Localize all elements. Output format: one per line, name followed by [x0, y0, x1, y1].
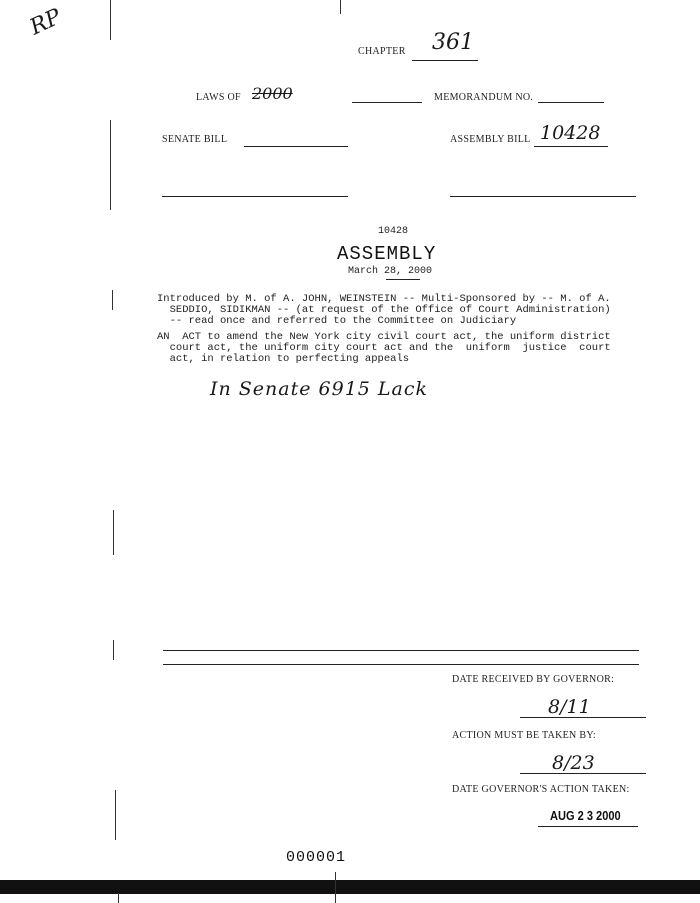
chapter-line	[412, 60, 478, 61]
assembly-bill-label: ASSEMBLY BILL	[450, 134, 531, 145]
left-margin-line	[112, 290, 113, 310]
top-tick-line	[340, 0, 341, 14]
act-line: AN ACT to amend the New York city civil court act, the uniform district	[157, 331, 611, 343]
corner-initials: RP	[26, 4, 66, 41]
action-taken-value: AUG 2 3 2000	[550, 808, 621, 823]
action-taken-line	[538, 826, 638, 827]
left-margin-line	[110, 120, 111, 210]
handwritten-senate-note: In Senate 6915 Lack	[210, 378, 429, 400]
left-margin-line	[113, 640, 114, 660]
blank-line-right	[450, 196, 636, 197]
date-received-line	[520, 717, 646, 718]
action-must-line	[520, 773, 646, 774]
introduced-line: SEDDIO, SIDIKMAN -- (at request of the Office of Court Administration)	[157, 304, 611, 316]
separator-line-1	[163, 650, 639, 651]
memorandum-label: MEMORANDUM NO.	[434, 92, 534, 103]
bill-number: 10428	[378, 226, 409, 237]
senate-bill-line	[244, 146, 348, 147]
assembly-bill-value: 10428	[540, 122, 601, 144]
bill-date-underline	[386, 279, 420, 280]
bill-house: ASSEMBLY	[337, 243, 437, 265]
introduced-paragraph	[157, 294, 611, 327]
separator-line-2	[163, 664, 639, 665]
chapter-value: 361	[432, 30, 474, 55]
memorandum-line	[538, 102, 604, 103]
act-paragraph	[157, 332, 611, 365]
action-taken-label: DATE GOVERNOR'S ACTION TAKEN:	[452, 784, 630, 795]
laws-line	[352, 102, 422, 103]
left-margin-line	[110, 0, 111, 40]
blank-line-left	[162, 196, 348, 197]
left-margin-line	[113, 510, 114, 555]
bottom-tick-line	[335, 872, 336, 903]
introduced-line: Introduced by M. of A. JOHN, WEINSTEIN -- Multi-Sponsored by -- M. of A.	[157, 293, 611, 305]
bottom-scan-bar	[0, 880, 700, 894]
action-must-label: ACTION MUST BE TAKEN BY:	[452, 730, 597, 741]
action-must-value: 8/23	[552, 752, 595, 774]
bill-date: March 28, 2000	[348, 266, 433, 277]
assembly-bill-line	[534, 146, 608, 147]
act-line: court act, the uniform city court act and the uniform justice court	[157, 342, 611, 354]
senate-bill-label: SENATE BILL	[162, 134, 228, 145]
page-number: 000001	[286, 849, 347, 866]
date-received-value: 8/11	[548, 696, 591, 718]
laws-label: LAWS OF	[196, 92, 241, 103]
laws-value: 2000	[252, 84, 293, 103]
chapter-label: CHAPTER	[358, 46, 406, 57]
bottom-tick-line	[118, 893, 119, 903]
date-received-label: DATE RECEIVED BY GOVERNOR:	[452, 674, 615, 685]
introduced-line: -- read once and referred to the Committee on Judiciary	[157, 315, 517, 327]
left-margin-line	[115, 790, 116, 840]
act-line: act, in relation to perfecting appeals	[157, 353, 410, 365]
